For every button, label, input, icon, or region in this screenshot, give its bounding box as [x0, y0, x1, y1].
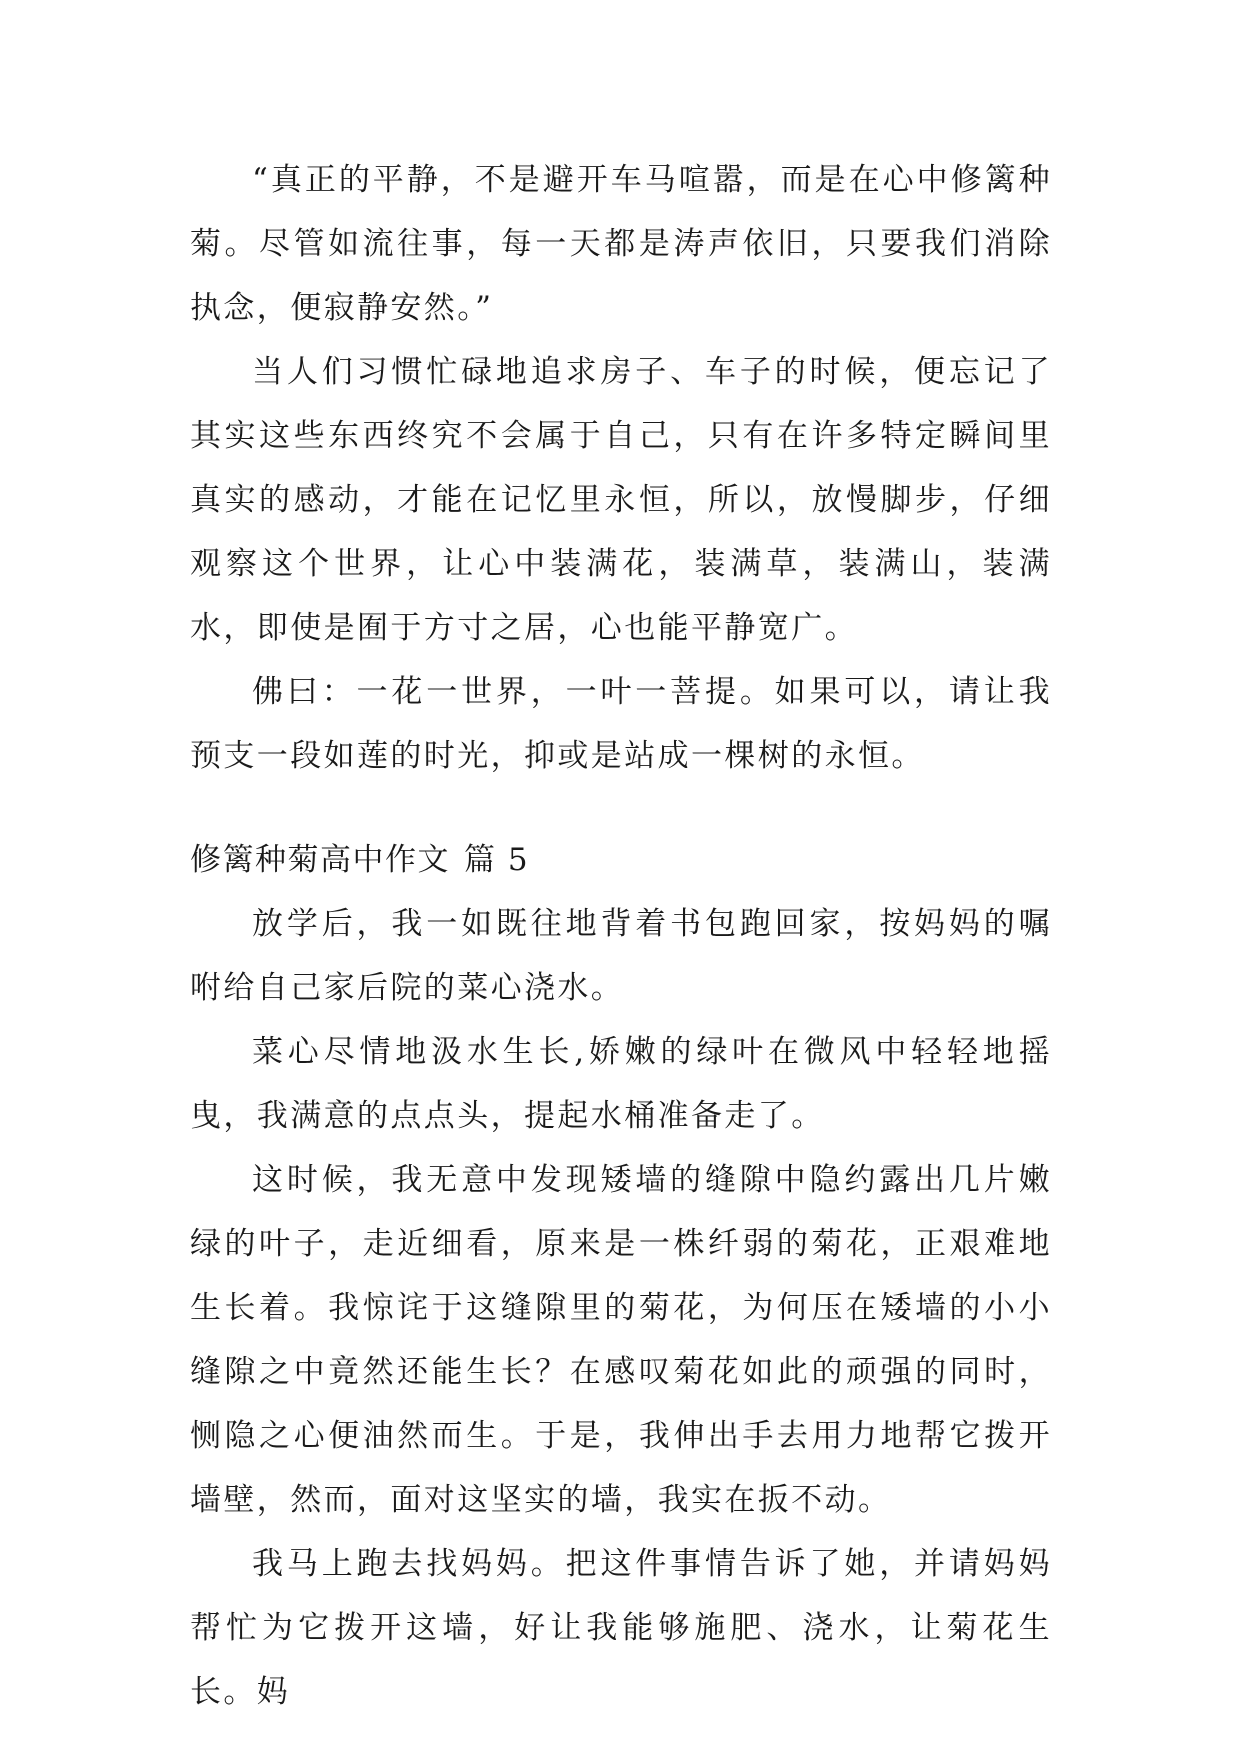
paragraph-7: 我马上跑去找妈妈。把这件事情告诉了她，并请妈妈帮忙为它拨开这墙，好让我能够施肥、浇水，让菊花生长。妈: [190, 1546, 1052, 1710]
paragraph-2: 当人们习惯忙碌地追求房子、车子的时候，便忘记了其实这些东西终究不会属于自己，只有在许多特定瞬间里真实的感动，才能在记忆里永恒，所以，放慢脚步，仔细观察这个世界，让心中装满花，装满草，装满山，装满水，即使是囿于方寸之居，心也能平静宽广。: [190, 354, 1052, 646]
section-heading: [190, 828, 1052, 892]
paragraph-1: “真正的平静，不是避开车马喧嚣，而是在心中修篱种菊。尽管如流往事，每一天都是涛声依旧，只要我们消除执念，便寂静安然。”: [190, 162, 1052, 326]
paragraph-4: 放学后，我一如既往地背着书包跑回家，按妈妈的嘱咐给自己家后院的菜心浇水。: [190, 906, 1052, 1006]
section-heading-title: 修篱种菊高中作文: [190, 842, 450, 878]
paragraph-6: 这时候，我无意中发现矮墙的缝隙中隐约露出几片嫩绿的叶子，走近细看，原来是一株纤弱的菊花，正艰难地生长着。我惊诧于这缝隙里的菊花，为何压在矮墙的小小缝隙之中竟然还能生长？在感叹菊花如此的顽强的同时，恻隐之心便油然而生。于是，我伸出手去用力地帮它拨开墙壁，然而，面对这坚实的墙，我实在扳不动。: [190, 1162, 1052, 1518]
paragraph-5: 菜心尽情地汲水生长,娇嫩的绿叶在微风中轻轻地摇曳，我满意的点点头，提起水桶准备走了。: [190, 1034, 1052, 1134]
section-heading-number: 篇 5: [464, 842, 530, 878]
document-page: [190, 148, 1052, 1724]
paragraph-3: 佛曰：一花一世界，一叶一菩提。如果可以，请让我预支一段如莲的时光，抑或是站成一棵树的永恒。: [190, 674, 1052, 774]
